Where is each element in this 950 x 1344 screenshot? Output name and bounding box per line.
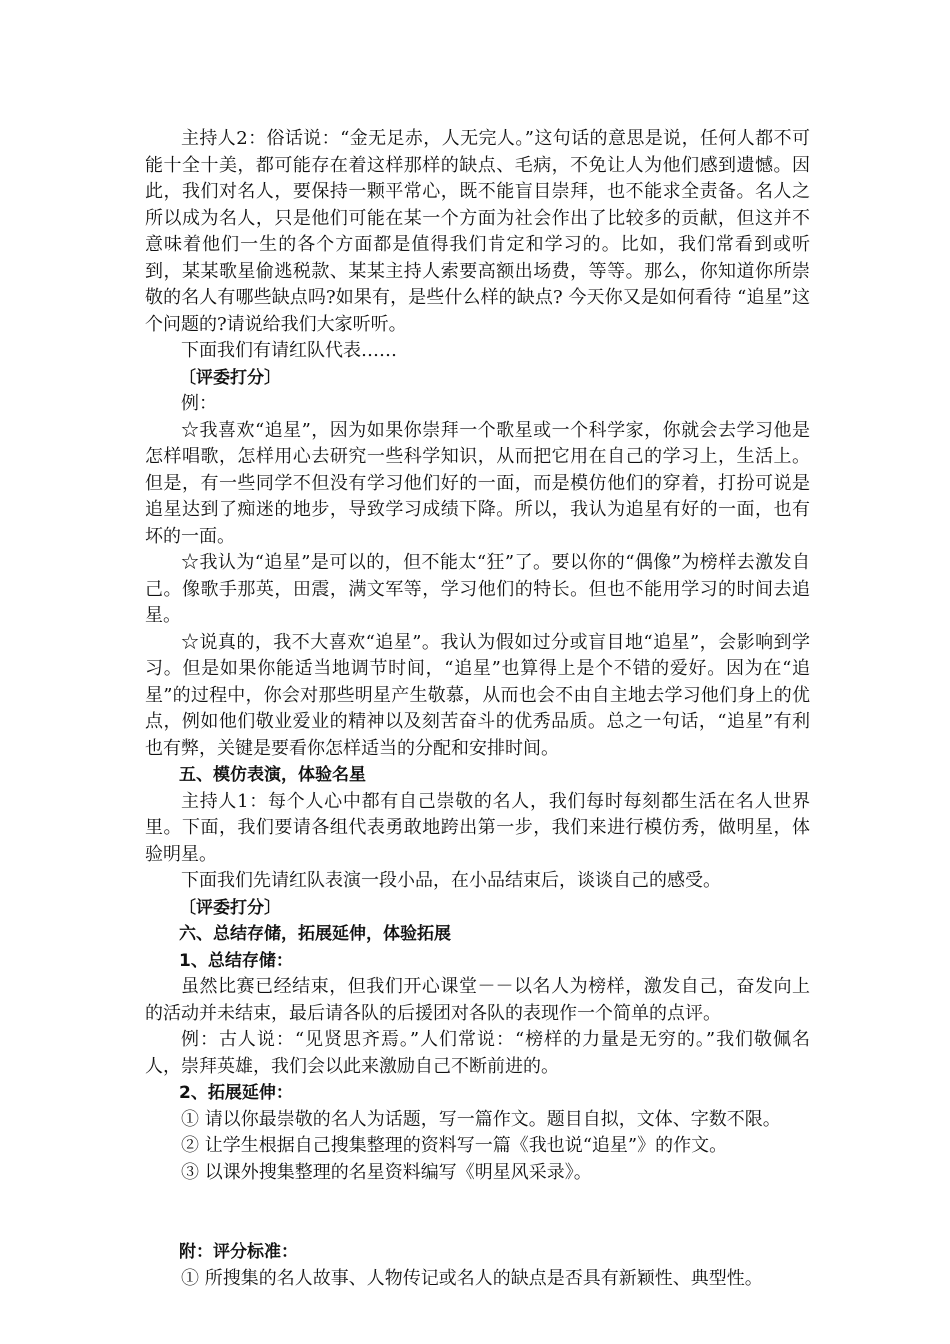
extension-item-2: ② 让学生根据自己搜集整理的资料写一篇《我也说“追星”》的作文。	[181, 1135, 728, 1156]
section-6-heading: 六、总结存储，拓展延伸，体验拓展	[179, 924, 451, 944]
host1-paragraph: 主持人1：每个人心中都有自己崇敬的名人，我们每时每刻都生活在名人世界里。下面，我们要请各组代表勇敢地跨出第一步，我们来进行模仿秀，做明星，体验明星。	[145, 790, 810, 865]
subsection-2-heading: 2、拓展延伸：	[179, 1083, 293, 1103]
red-skit-line: 下面我们先请红队表演一段小品，在小品结束后，谈谈自己的感受。	[181, 870, 721, 891]
section-5-heading: 五、模仿表演，体验名星	[179, 765, 366, 785]
example-label: 例：	[181, 393, 217, 414]
appendix-heading: 附：评分标准：	[179, 1242, 298, 1262]
judge-score-label: 〔评委打分〕	[179, 367, 281, 388]
extension-item-1: ① 请以你最崇敬的名人为话题，写一篇作文。题目自拟，文体、字数不限。	[181, 1108, 781, 1130]
summary-paragraph: 虽然比赛已经结束，但我们开心课堂－－以名人为榜样，激发自己，奋发向上的活动并未结束，最后请各队的后援团对各队的表现作一个简单的点评。	[145, 976, 810, 1024]
example-2-paragraph: 例：古人说：“见贤思齐焉。”人们常说：“榜样的力量是无穷的。”我们敬佩名人，崇拜英雄，我们会以此来激励自己不断前进的。	[145, 1029, 810, 1077]
star-opinion-1: ☆我喜欢“追星”，因为如果你崇拜一个歌星或一个科学家，你就会去学习他是怎样唱歌，怎样用心去研究一些科学知识，从而把它用在自己的学习上，生活上。但是，有一些同学不但没有学习他们好的一面，而是模仿他们的穿着，打扮可说是追星达到了痴迷的地步，导致学习成绩下降。所以，我认为追星有好的一面，也有坏的一面。	[145, 419, 810, 547]
judge-score-label-2: 〔评委打分〕	[179, 897, 281, 918]
host2-paragraph: 主持人2：俗话说：“金无足赤，人无完人。”这句话的意思是说，任何人都不可能十全十美，都可能存在着这样那样的缺点、毛病，不免让人为他们感到遗憾。因此，我们对名人，要保持一颗平常心，既不能盲目崇拜，也不能求全责备。名人之所以成为名人，只是他们可能在某一个方面为社会作出了比较多的贡献，但这并不意味着他们一生的各个方面都是值得我们肯定和学习的。比如，我们常看到或听到，某某歌星偷逃税款、某某主持人索要高额出场费，等等。那么，你知道你所崇敬的名人有哪些缺点吗?如果有，是些什么样的缺点? 今天你又是如何看待 “追星”这个问题的?请说给我们大家听听。	[145, 128, 810, 335]
invite-red-line: 下面我们有请红队代表……	[181, 340, 397, 361]
spacer	[145, 1186, 810, 1239]
subsection-1-heading: 1、总结存储：	[179, 950, 293, 971]
star-opinion-3: ☆说真的，我不大喜欢“追星”。我认为假如过分或盲目地“追星”，会影响到学习。但是如果你能适当地调节时间，“追星”也算得上是个不错的爱好。因为在“追星”的过程中，你会对那些明星产生敬慕，从而也会不由自主地去学习他们身上的优点，例如他们敬业爱业的精神以及刻苦奋斗的优秀品质。总之一句话，“追星”有利也有弊，关键是要看你怎样适当的分配和安排时间。	[145, 631, 810, 759]
criteria-item-1: ① 所搜集的名人故事、人物传记或名人的缺点是否具有新颖性、典型性。	[181, 1267, 763, 1289]
document-body	[145, 126, 810, 1292]
extension-item-3: ③ 以课外搜集整理的名星资料编写《明星风采录》。	[181, 1161, 592, 1183]
star-opinion-2: ☆我认为“追星”是可以的，但不能太“狂”了。要以你的“偶像”为榜样去激发自己。像歌手那英，田震，满文军等，学习他们的特长。但也不能用学习的时间去追星。	[145, 552, 810, 626]
